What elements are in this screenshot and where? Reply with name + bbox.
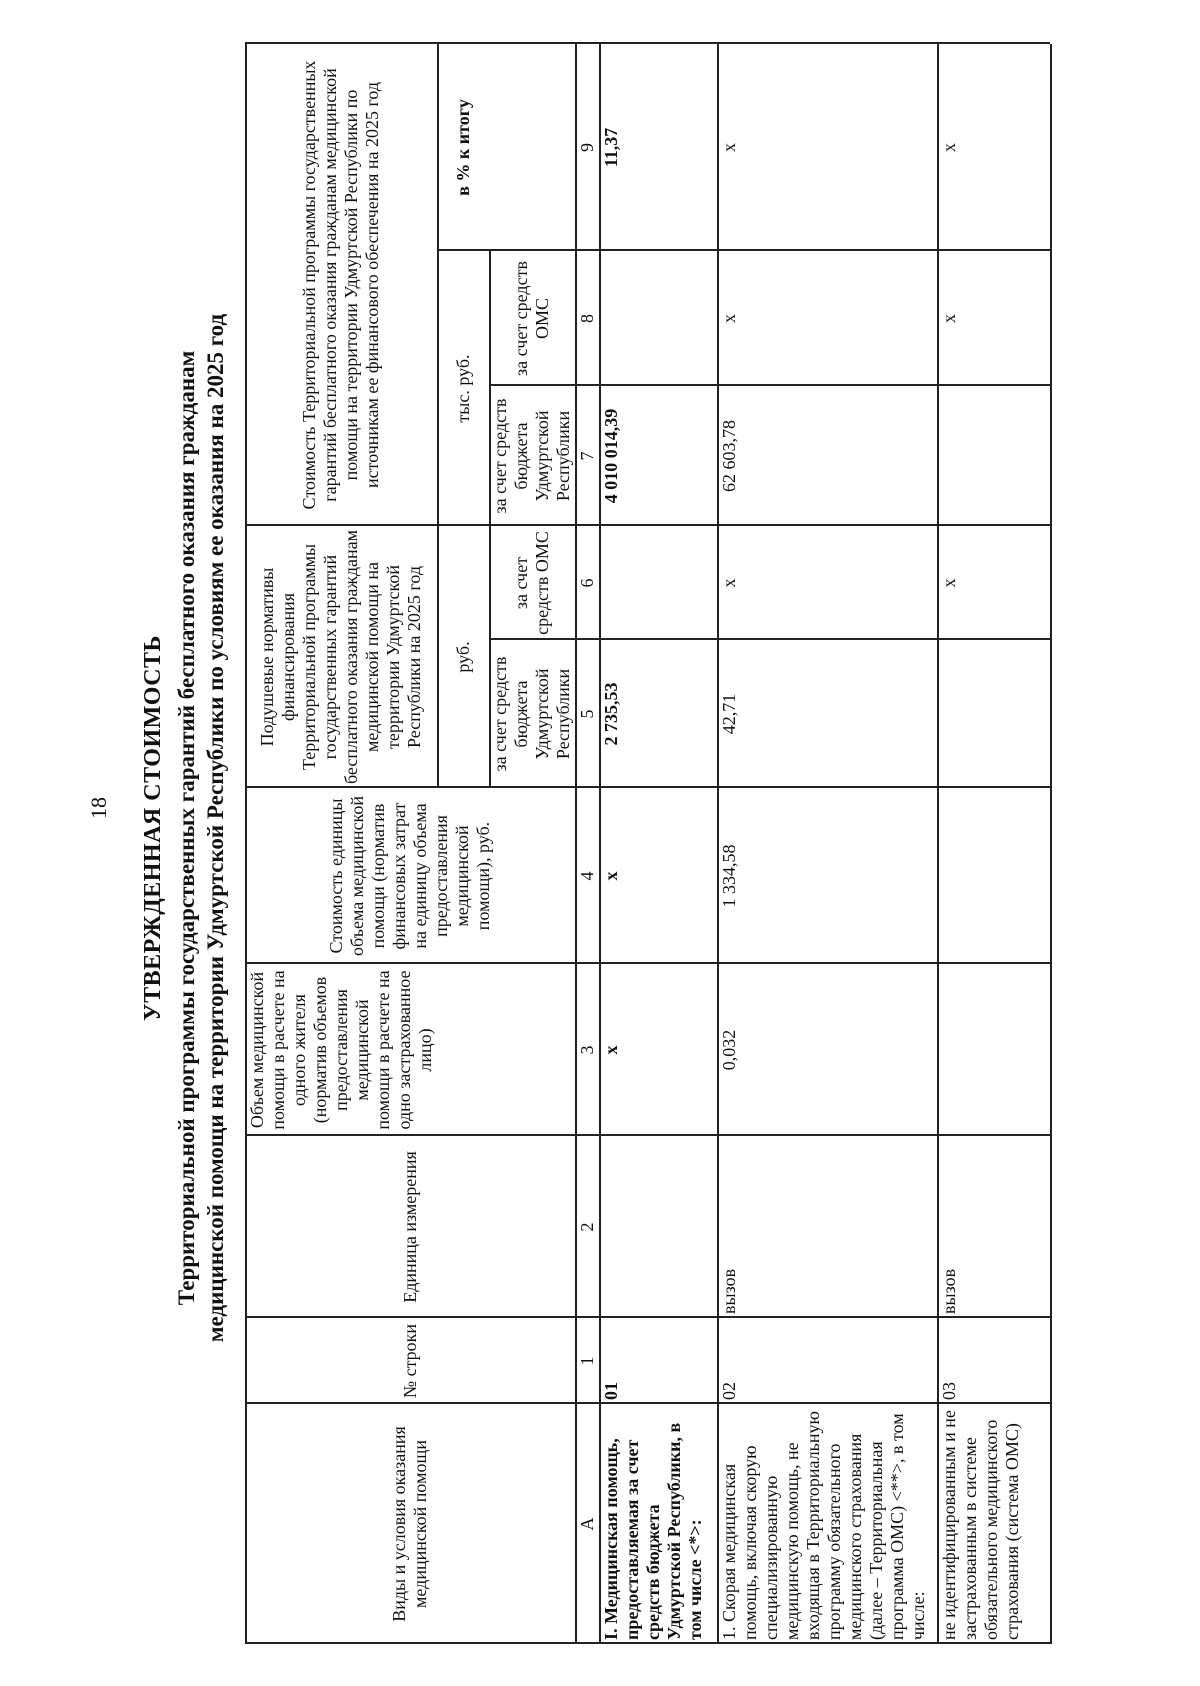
row-03-name: не идентифицированным и не застрахованным в системе обязательного медицинского страхования (система ОМС) xyxy=(939,1410,1022,1640)
num-col-a: А xyxy=(576,1517,597,1531)
subtitle-line-1: Территориальной программы государственных гарантий бесплатного оказания гражданам xyxy=(174,350,199,1306)
row-03-percent: х xyxy=(939,143,959,152)
grid-line xyxy=(245,1317,1050,1319)
document-title: УТВЕРЖДЕННАЯ СТОИМОСТЬ xyxy=(140,635,166,1021)
num-col-2: 2 xyxy=(576,1222,597,1232)
num-col-7: 7 xyxy=(576,451,597,461)
grid-line xyxy=(1050,44,1052,1644)
row-02-total-budget: 62 603,78 xyxy=(719,420,739,492)
row-01-line: 01 xyxy=(601,1382,621,1400)
row-01-percent: 11,37 xyxy=(601,127,621,168)
grid-line xyxy=(245,787,1050,789)
grid-line xyxy=(245,963,1050,965)
row-02-norm-oms: х xyxy=(719,578,739,588)
subtitle-line-2: медицинской помощи на территории Удмуртской Республики по условиям ее оказания на 2025 год xyxy=(203,313,228,1343)
row-03-norm-budget xyxy=(937,640,1050,788)
grid-line xyxy=(245,1403,1050,1405)
row-01-total-oms xyxy=(599,251,717,386)
header-col-8: за счет средств ОМС xyxy=(511,261,552,376)
header-col-2: Единица измерения xyxy=(399,1151,420,1303)
row-01-norm-budget: 2 735,53 xyxy=(601,682,621,746)
row-03-unit: вызов xyxy=(939,1268,959,1314)
header-col-7: за счет средств бюджета Удмуртской Республики xyxy=(490,398,573,514)
row-02-line: 02 xyxy=(719,1382,739,1400)
row-01-volume: х xyxy=(601,1045,621,1055)
grid-line xyxy=(437,44,439,788)
header-col-5: за счет средств бюджета Удмуртской Республики xyxy=(490,656,573,772)
row-03-volume xyxy=(937,964,1050,1136)
num-col-4: 4 xyxy=(576,871,597,881)
grid-line xyxy=(245,525,1050,527)
row-02-norm-budget: 42,71 xyxy=(719,693,739,735)
row-03-total-oms: х xyxy=(939,314,959,323)
document-subtitle xyxy=(172,0,230,1686)
grid-line xyxy=(489,639,1050,641)
row-01-cost: х xyxy=(601,871,621,881)
header-col-6: за счет средств ОМС xyxy=(511,531,552,635)
num-col-6: 6 xyxy=(576,578,597,588)
num-col-9: 9 xyxy=(576,143,597,152)
grid-line xyxy=(245,1135,1050,1137)
row-02-unit: вызов xyxy=(719,1268,739,1314)
num-col-3: 3 xyxy=(576,1045,597,1055)
header-col-9: в % к итогу xyxy=(452,99,473,196)
header-unit-5-6: руб. xyxy=(452,641,473,673)
header-col-1: № строки xyxy=(399,1323,420,1399)
row-02-percent: х xyxy=(719,143,739,152)
row-03-norm-oms: х xyxy=(939,578,959,588)
row-03-total-budget xyxy=(937,386,1050,526)
row-01-unit xyxy=(599,1136,717,1318)
row-02-cost: 1 334,58 xyxy=(719,844,739,908)
header-unit-7-8: тыс. руб. xyxy=(452,354,473,423)
row-03-cost xyxy=(937,788,1050,964)
row-01-total-budget: 4 010 014,39 xyxy=(601,408,621,504)
row-01-name: I. Медицинская помощь, предоставляемая за счет средств бюджета Удмуртской Республики, в том числе <*>: xyxy=(601,1422,705,1640)
grid-line xyxy=(245,1643,1050,1645)
grid-line xyxy=(489,385,1050,387)
row-01-norm-oms xyxy=(599,526,717,640)
row-02-name: 1. Скорая медицинская помощь, включая скорую специализированную медицинскую помощь, не входящая в Территориальную программу обязательного медицинского страхования (далее – Территориальная программа ОМС) <**>, в том числе: xyxy=(719,1411,928,1640)
row-02-total-oms: х xyxy=(719,314,739,323)
header-group-5-6: Подушевые нормативы финансирования Территориальной программы государственных гарантий бесплатного оказания гражданам медицинской помощи на территории Удмуртской Республики на 2025 год xyxy=(257,530,424,784)
num-col-8: 8 xyxy=(576,314,597,323)
grid-line xyxy=(575,44,577,1644)
header-col-3: Объем медицинской помощи в расчете на одного жителя (норматив объемов предоставления медицинской помощи в расчете на одно застрахованное лицо) xyxy=(247,970,435,1130)
row-03-line: 03 xyxy=(939,1382,959,1400)
grid-line xyxy=(937,44,939,1644)
row-02-volume: 0,032 xyxy=(719,1029,739,1071)
grid-line xyxy=(717,44,719,1644)
num-col-5: 5 xyxy=(576,709,597,719)
num-col-1: 1 xyxy=(576,1356,597,1366)
header-group-7-9: Стоимость Территориальной программы государственных гарантий бесплатного оказания гражданам медицинской помощи на территории Удмуртской Республики по источникам ее финансового обеспечения на 2025 год xyxy=(299,60,382,510)
header-col-a: Виды и условия оказания медицинской помощи xyxy=(389,1426,430,1622)
grid-line xyxy=(599,44,601,1644)
grid-line xyxy=(489,251,491,788)
header-col-4: Стоимость единицы объема медицинской помощи (норматив финансовых затрат на единицу объема предоставления медицинской помощи), руб. xyxy=(326,795,493,957)
grid-line xyxy=(245,44,247,1644)
grid-line xyxy=(437,250,1050,252)
page-number: 18 xyxy=(86,797,111,819)
grid-line xyxy=(245,43,1050,45)
